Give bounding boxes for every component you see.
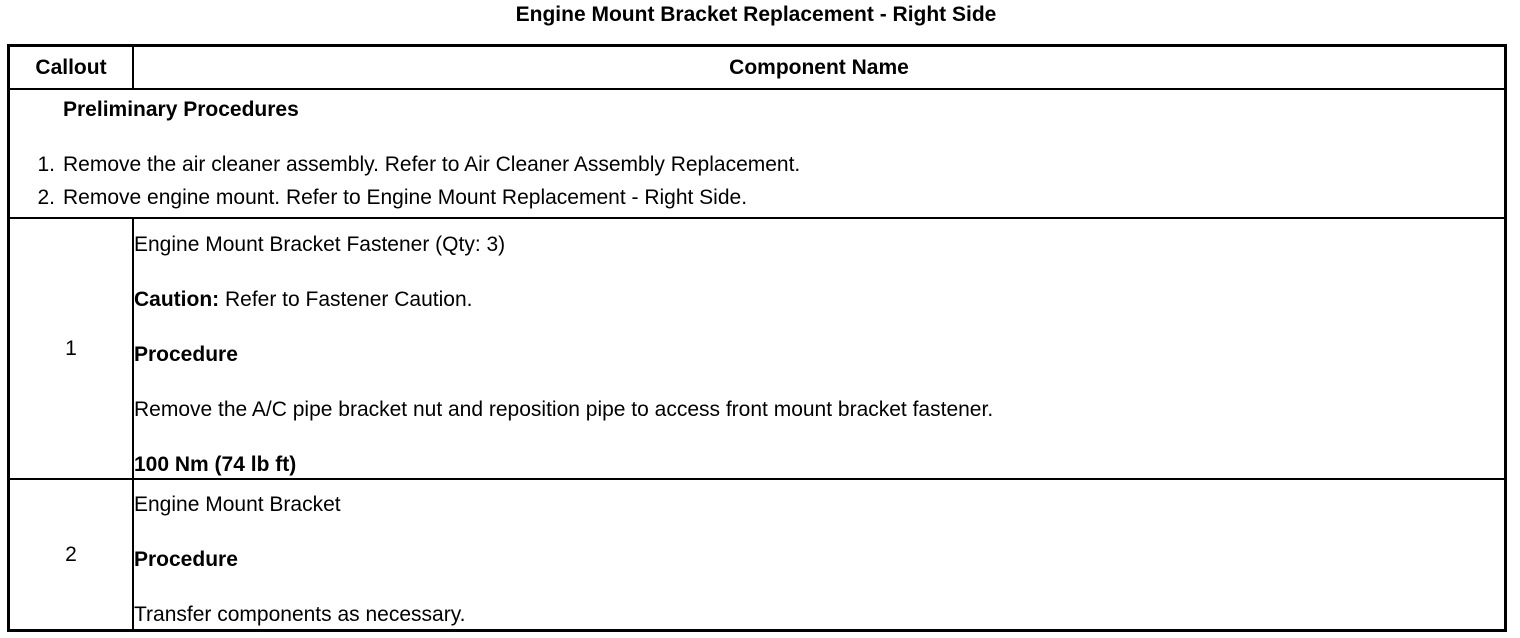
preliminary-step — [10, 153, 800, 177]
component-cell — [133, 218, 1506, 479]
procedure-table — [7, 44, 1507, 632]
step-text: Remove the air cleaner assembly. Refer to Air Cleaner Assembly Replacement. — [63, 153, 801, 176]
caution-text: Refer to Fastener Caution. — [225, 287, 473, 311]
procedure-label: Procedure — [134, 547, 238, 571]
header-component-name: Component Name — [133, 46, 1506, 90]
preliminary-step — [10, 186, 747, 210]
step-number: 1. — [37, 153, 55, 176]
component-name: Engine Mount Bracket — [134, 492, 341, 516]
procedure-text: Transfer components as necessary. — [134, 602, 466, 626]
preliminary-row — [9, 89, 1506, 218]
caution-line — [134, 288, 1504, 312]
preliminary-heading: Preliminary Procedures — [63, 98, 299, 121]
callout-number: 1 — [9, 218, 134, 479]
table-row — [9, 479, 1506, 631]
header-callout: Callout — [9, 46, 134, 90]
caution-label: Caution: — [134, 287, 220, 311]
preliminary-procedures — [9, 89, 1506, 218]
page-title: Engine Mount Bracket Replacement - Right Side — [515, 3, 997, 26]
table-row — [9, 218, 1506, 479]
procedure-label: Procedure — [134, 342, 238, 366]
component-cell — [133, 479, 1506, 631]
component-name: Engine Mount Bracket Fastener (Qty: 3) — [134, 232, 506, 256]
torque-spec: 100 Nm (74 lb ft) — [134, 452, 297, 476]
callout-number: 2 — [9, 479, 134, 631]
step-number: 2. — [37, 186, 55, 209]
header-row — [9, 46, 1506, 90]
step-text: Remove engine mount. Refer to Engine Mount Replacement - Right Side. — [63, 186, 748, 209]
procedure-text: Remove the A/C pipe bracket nut and reposition pipe to access front mount bracket fastener. — [134, 397, 994, 421]
